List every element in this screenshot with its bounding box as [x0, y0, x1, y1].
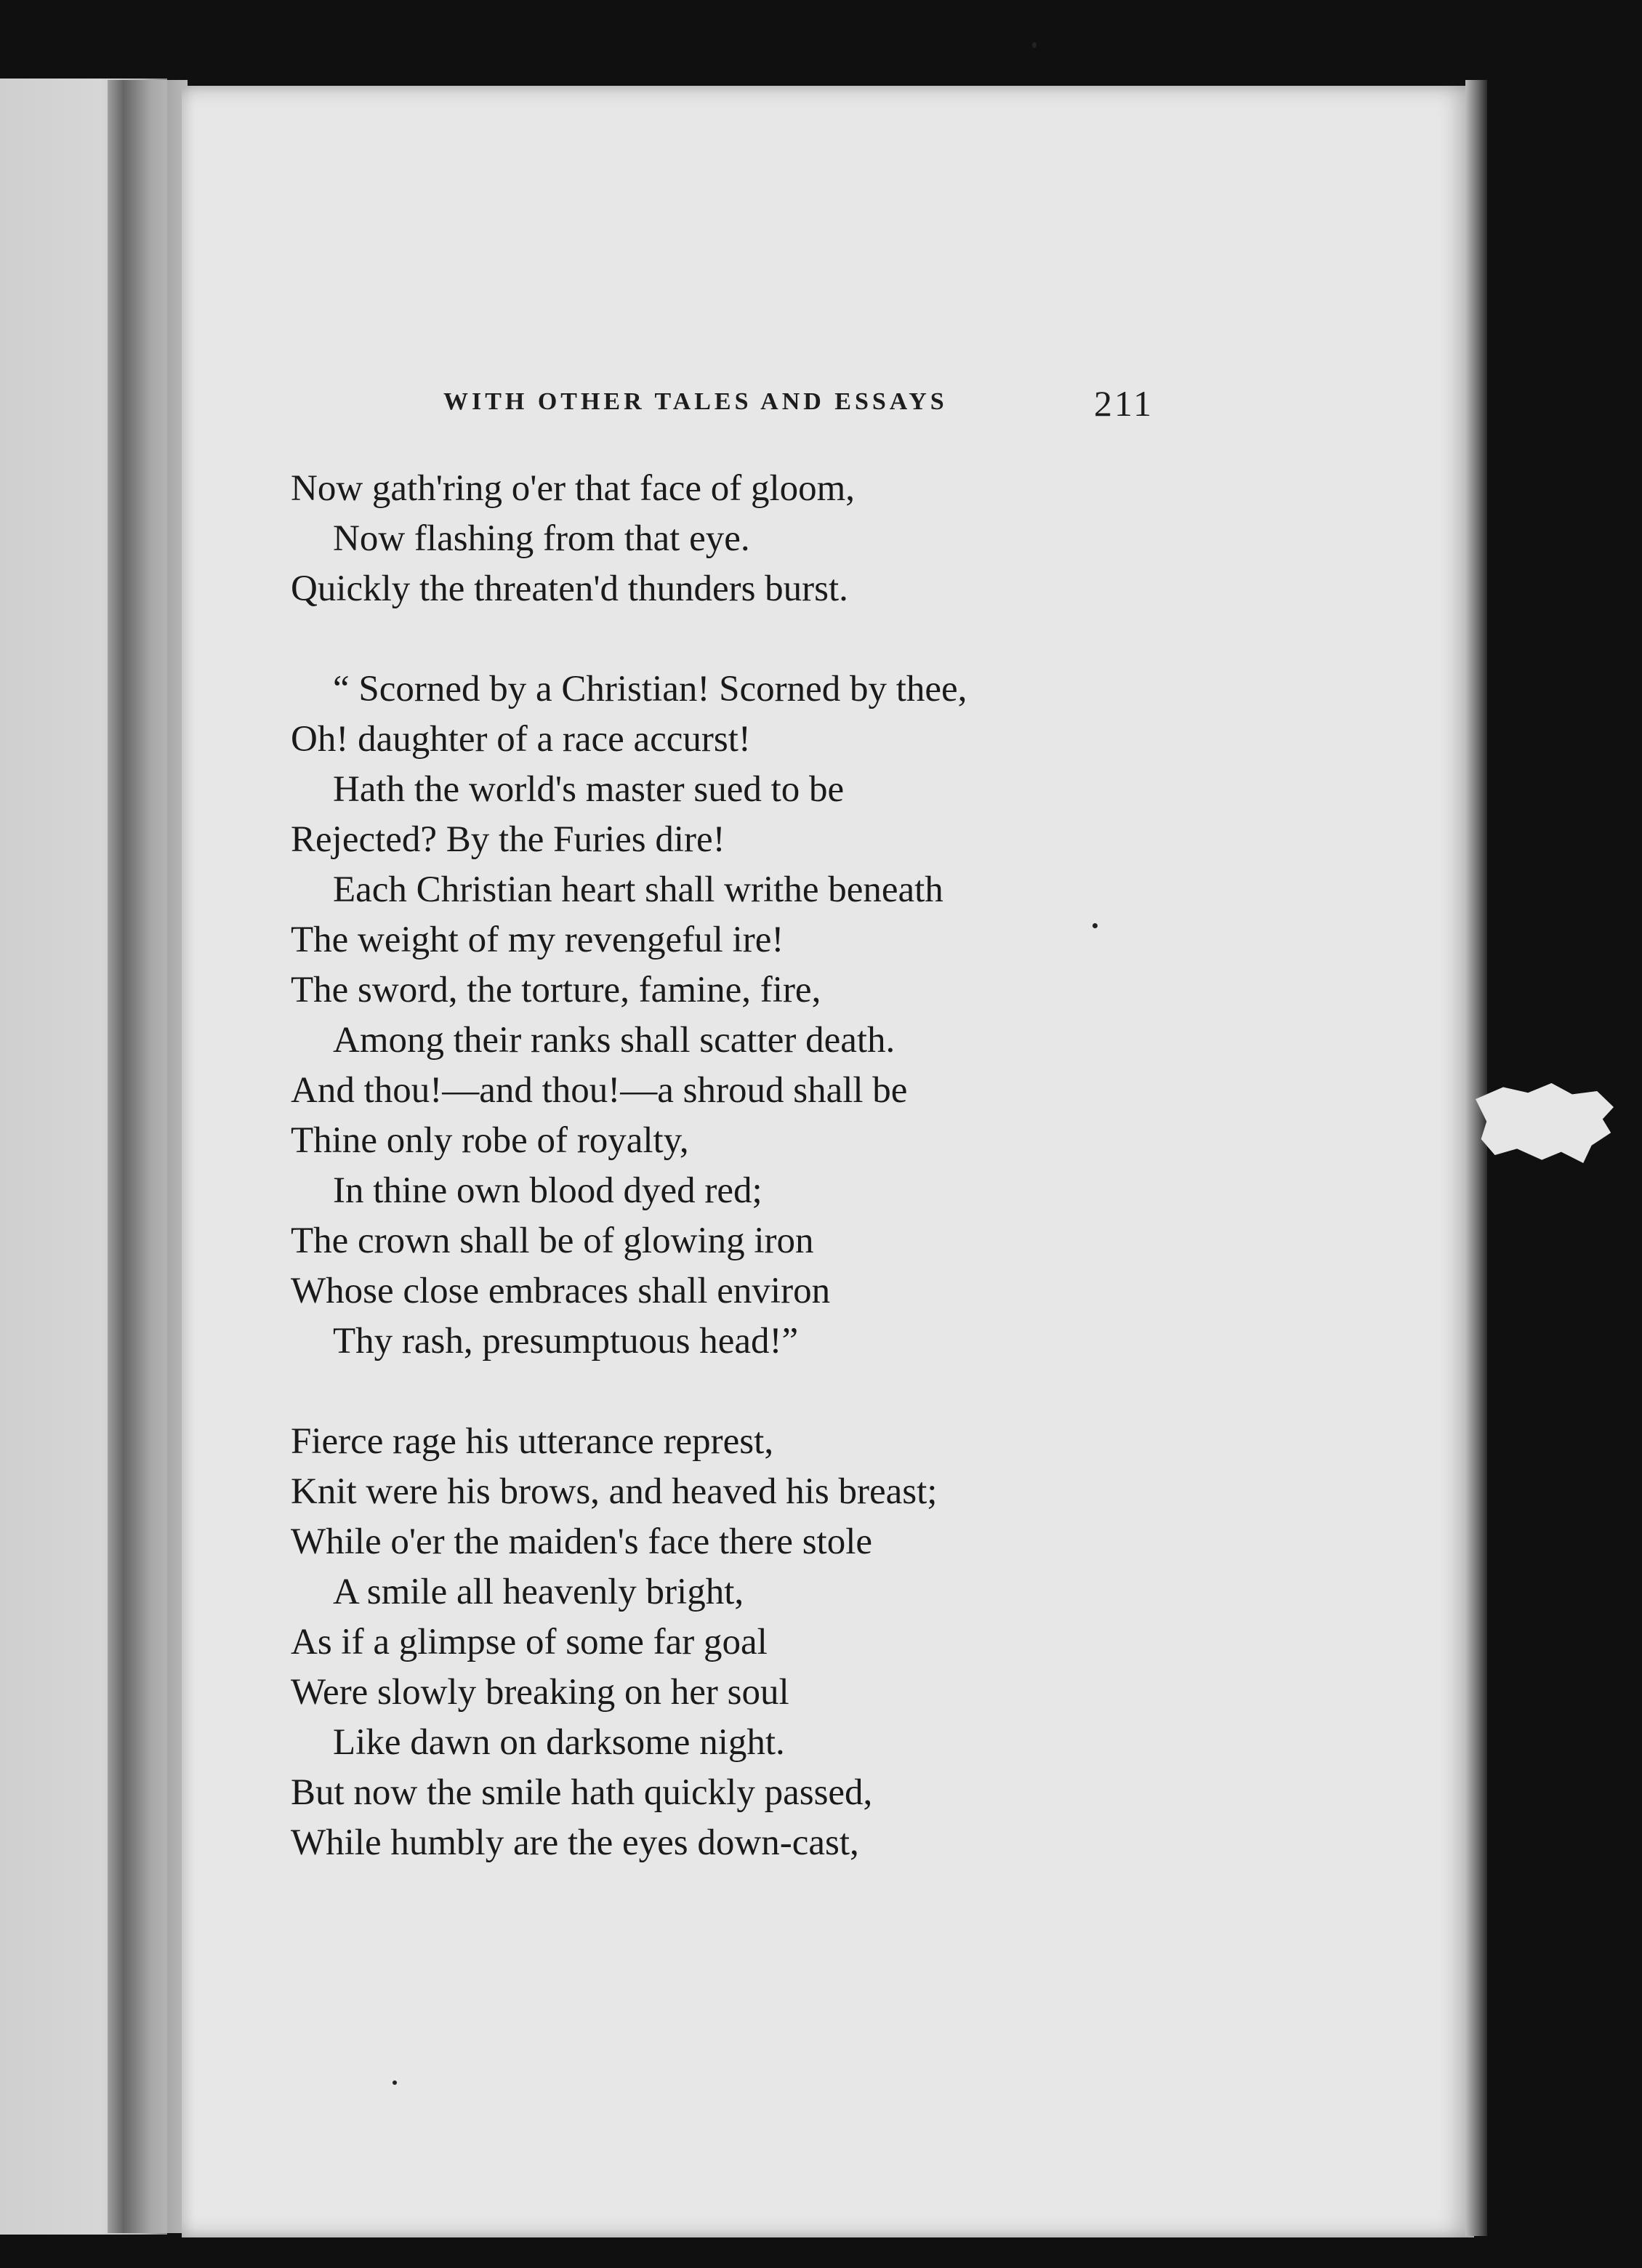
- poem-line: Thy rash, presumptuous head!”: [333, 1321, 799, 1362]
- poem-line: “ Scorned by a Christian! Scorned by thee,: [333, 669, 967, 709]
- ink-speck: [1032, 42, 1037, 48]
- poem-line: In thine own blood dyed red;: [333, 1170, 762, 1211]
- running-title: WITH OTHER TALES AND ESSAYS: [443, 388, 948, 415]
- poem-line: Now gath'ring o'er that face of gloom,: [291, 468, 856, 509]
- poem-line: Were slowly breaking on her soul: [291, 1672, 789, 1713]
- poem-line: Each Christian heart shall writhe beneath: [333, 869, 943, 910]
- poem-line: A smile all heavenly bright,: [333, 1572, 744, 1612]
- poem-line: Whose close embraces shall environ: [291, 1271, 831, 1311]
- running-head: [443, 382, 1170, 426]
- poem-line: Like dawn on darksome night.: [333, 1722, 785, 1763]
- poem-line: Oh! daughter of a race accurst!: [291, 719, 751, 760]
- poem-line: While o'er the maiden's face there stole: [291, 1521, 873, 1562]
- poem-line: While humbly are the eyes down-cast,: [291, 1822, 859, 1863]
- page-edge-shadow: [1465, 80, 1487, 2236]
- stanza: [291, 664, 1308, 1367]
- stanza-break: [291, 614, 1308, 664]
- poem-line: Thine only robe of royalty,: [291, 1120, 689, 1161]
- poem-line: Knit were his brows, and heaved his breast;: [291, 1471, 938, 1512]
- poem-line: And thou!—and thou!—a shroud shall be: [291, 1070, 908, 1111]
- poem-line: As if a glimpse of some far goal: [291, 1622, 768, 1662]
- poem-line: Hath the world's master sued to be: [333, 769, 845, 810]
- stanza-break: [291, 1367, 1308, 1417]
- poem-line: Among their ranks shall scatter death.: [333, 1020, 896, 1061]
- poem-line: The crown shall be of glowing iron: [291, 1221, 814, 1261]
- poem-line: Quickly the threaten'd thunders burst.: [291, 568, 848, 609]
- stanza: [291, 464, 1308, 614]
- poem-line: Now flashing from that eye.: [333, 518, 750, 559]
- poem-line: Rejected? By the Furies dire!: [291, 819, 725, 860]
- poem-line: Fierce rage his utterance represt,: [291, 1421, 774, 1462]
- poem-line: The sword, the torture, famine, fire,: [291, 970, 821, 1010]
- poem-body: [291, 464, 1308, 1868]
- poem-line: But now the smile hath quickly passed,: [291, 1772, 873, 1813]
- page-number: 211: [1094, 383, 1154, 424]
- poem-line: The weight of my revengeful ire!: [291, 920, 784, 960]
- stanza: [291, 1417, 1308, 1868]
- book-gutter: [108, 80, 188, 2233]
- ink-speck: [393, 2080, 397, 2085]
